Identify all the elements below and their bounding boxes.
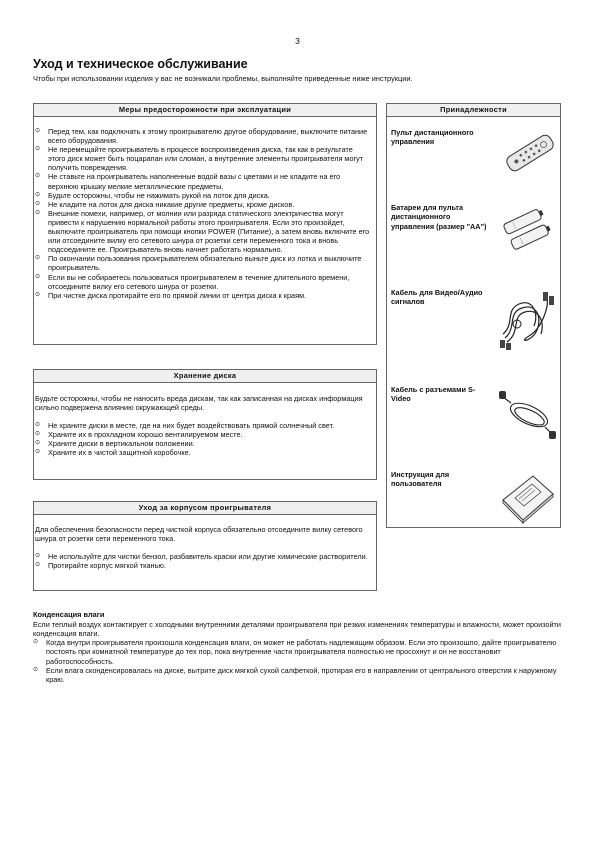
list-item-text: Храните их в чистой защитной коробочке. [48,448,191,458]
list-item [35,291,370,300]
precautions-box [33,103,377,345]
disc-storage-heading: Хранение диска [34,370,376,383]
accessory-batteries [391,203,557,259]
accessory-label: Инструкция для пользователя [391,470,450,489]
list-item [35,172,370,190]
bullet-icon: ⊙ [33,639,39,646]
list-item-text: Не используйте для чистки бензол, разбавитель краски или другие химические растворители. [48,552,368,562]
list-item [35,254,370,272]
list-item-text: Внешние помехи, например, от молнии или разряда статического электричества могут привести к нарушению нормальной работы этого проигрывателя. Если это произойдет, выключите проигрыватель при помощи кнопки POWER (Питание), а затем вновь включите его или отсоедините вилку его сетевого шнура от розетки сети переменного тока и вновь подсоедините ее. Проигрыватель вновь начнет работать нормально. [48,208,370,255]
list-item-text: По окончании пользования проигрывателем обязательно выньте диск из лотка и выключите проигрыватель. [48,254,362,273]
disc-storage-intro: Будьте осторожны, чтобы не наносить вреда дискам, так как записанная на дисках информация сильно подвержена влиянию окружающей среды. [35,394,363,413]
bullet-icon: ⊙ [35,209,41,216]
bullet-icon: ⊙ [35,146,41,153]
bullet-icon: ⊙ [35,553,41,560]
precautions-list [34,117,376,300]
condensation-list [33,638,565,684]
list-item [35,209,370,254]
condensation-heading: Конденсация влаги [33,610,105,619]
list-item [35,448,370,457]
bullet-icon: ⊙ [35,200,41,207]
accessories-heading: Принадлежности [387,104,560,117]
list-item-text: Если вы не собираетесь пользоваться проигрывателем в течение длительного времени, отсоедините вилку его сетевого шнура от розетки. [48,272,350,291]
list-item [35,127,370,145]
list-item [33,666,565,685]
list-item [35,191,370,200]
bullet-icon: ⊙ [35,431,41,438]
list-item-text: Храните диски в вертикальном положении. [48,439,195,449]
case-care-intro: Для обеспечения безопасности перед чисткой корпуса обязательно отсоедините вилку сетевого шнура от розетки сети переменного тока. [35,525,363,544]
condensation-section [33,610,565,685]
list-item-text: Когда внутри проигрывателя произошла конденсация влаги, он может не работать надлежащим образом. Если это произошло, дайте проигрывателю постоять при комнатной температуре до тех пор, пока внутренние части проигрывателя полностью не просохнут и он не восстановит работоспособность. [46,638,557,666]
list-item-text: При чистке диска протирайте его по прямой линии от центра диска к краям. [48,290,307,300]
remote-control-icon [501,128,559,178]
list-item-text: Не перемещайте проигрыватель в процессе воспроизведения диска, так как в результате этого диск может быть поцарапан или сломан, а внутренние элементы проигрывателя могут получить повреждения. [48,145,364,173]
list-item-text: Если влага сконденсировалась на диске, вытрите диск мягкой сухой салфеткой, протирая его в направлении от центрального отверстия к наружному краю. [46,665,557,685]
list-item-text: Храните их в прохладном хорошо вентилируемом месте. [48,430,243,440]
case-care-heading: Уход за корпусом проигрывателя [34,502,376,515]
accessory-label: Пульт дистанционного управления [391,128,474,147]
accessory-av-cable [391,288,557,352]
list-item-text: Протирайте корпус мягкой тканью. [48,561,166,571]
page-title: Уход и техническое обслуживание [33,57,248,71]
list-item-text: Перед тем, как подключать к этому проигрывателю другое оборудование, выключите питание всего оборудования. [48,127,368,146]
precautions-heading: Меры предосторожности при эксплуатации [34,104,376,117]
page-subtitle: Чтобы при использовании изделия у вас не возникали проблемы, выполняйте приведенные ниже инструкции. [33,74,413,83]
list-item-text: Не ставьте на проигрыватель наполненные водой вазы с цветами и не кладите на его верхнюю крышку мелкие металлические предметы. [48,172,341,191]
list-item-text: Не кладите на лоток для диска никакие другие предметы, кроме дисков. [48,199,295,209]
bullet-icon: ⊙ [35,422,41,429]
case-care-list [34,543,376,570]
disc-storage-box [33,369,377,480]
list-item [35,439,370,448]
bullet-icon: ⊙ [35,449,41,456]
bullet-icon: ⊙ [35,191,41,198]
list-item-text: Будьте осторожны, чтобы не нажимать рукой на лоток для диска. [48,190,270,200]
accessory-label: Кабель с разъемами S-Video [391,385,476,404]
list-item [35,430,370,439]
bullet-icon: ⊙ [35,291,41,298]
av-cable-icon [497,288,557,350]
bullet-icon: ⊙ [35,128,41,134]
bullet-icon: ⊙ [35,562,41,569]
list-item [35,421,370,430]
svideo-cable-icon [499,385,557,441]
bullet-icon: ⊙ [35,173,41,180]
bullet-icon: ⊙ [33,666,39,673]
list-item [35,200,370,209]
disc-storage-list [34,412,376,457]
accessory-svideo-cable [391,385,557,441]
batteries-icon [501,203,553,255]
list-item [35,273,370,291]
list-item [35,552,370,561]
list-item [35,561,370,570]
list-item [33,638,565,666]
bullet-icon: ⊙ [35,255,41,262]
accessory-user-manual [391,470,557,526]
bullet-icon: ⊙ [35,273,41,280]
page-number: 3 [295,36,300,46]
user-manual-icon [499,470,557,526]
accessory-remote [391,128,557,182]
accessory-label: Батареи для пульта дистанционного управления (размер "AA") [391,203,487,231]
bullet-icon: ⊙ [35,440,41,447]
accessory-label: Кабель для Видео/Аудио сигналов [391,288,483,307]
accessories-box [386,103,561,528]
case-care-box [33,501,377,591]
condensation-intro: Если теплый воздух контактирует с холодными внутренними деталями проигрывателя при резких изменениях температуры и влажности, может произойти конденсация влаги. [33,619,561,638]
list-item [35,145,370,172]
list-item-text: Не храните диски в месте, где на них будет воздействовать прямой солнечный свет. [48,421,335,431]
